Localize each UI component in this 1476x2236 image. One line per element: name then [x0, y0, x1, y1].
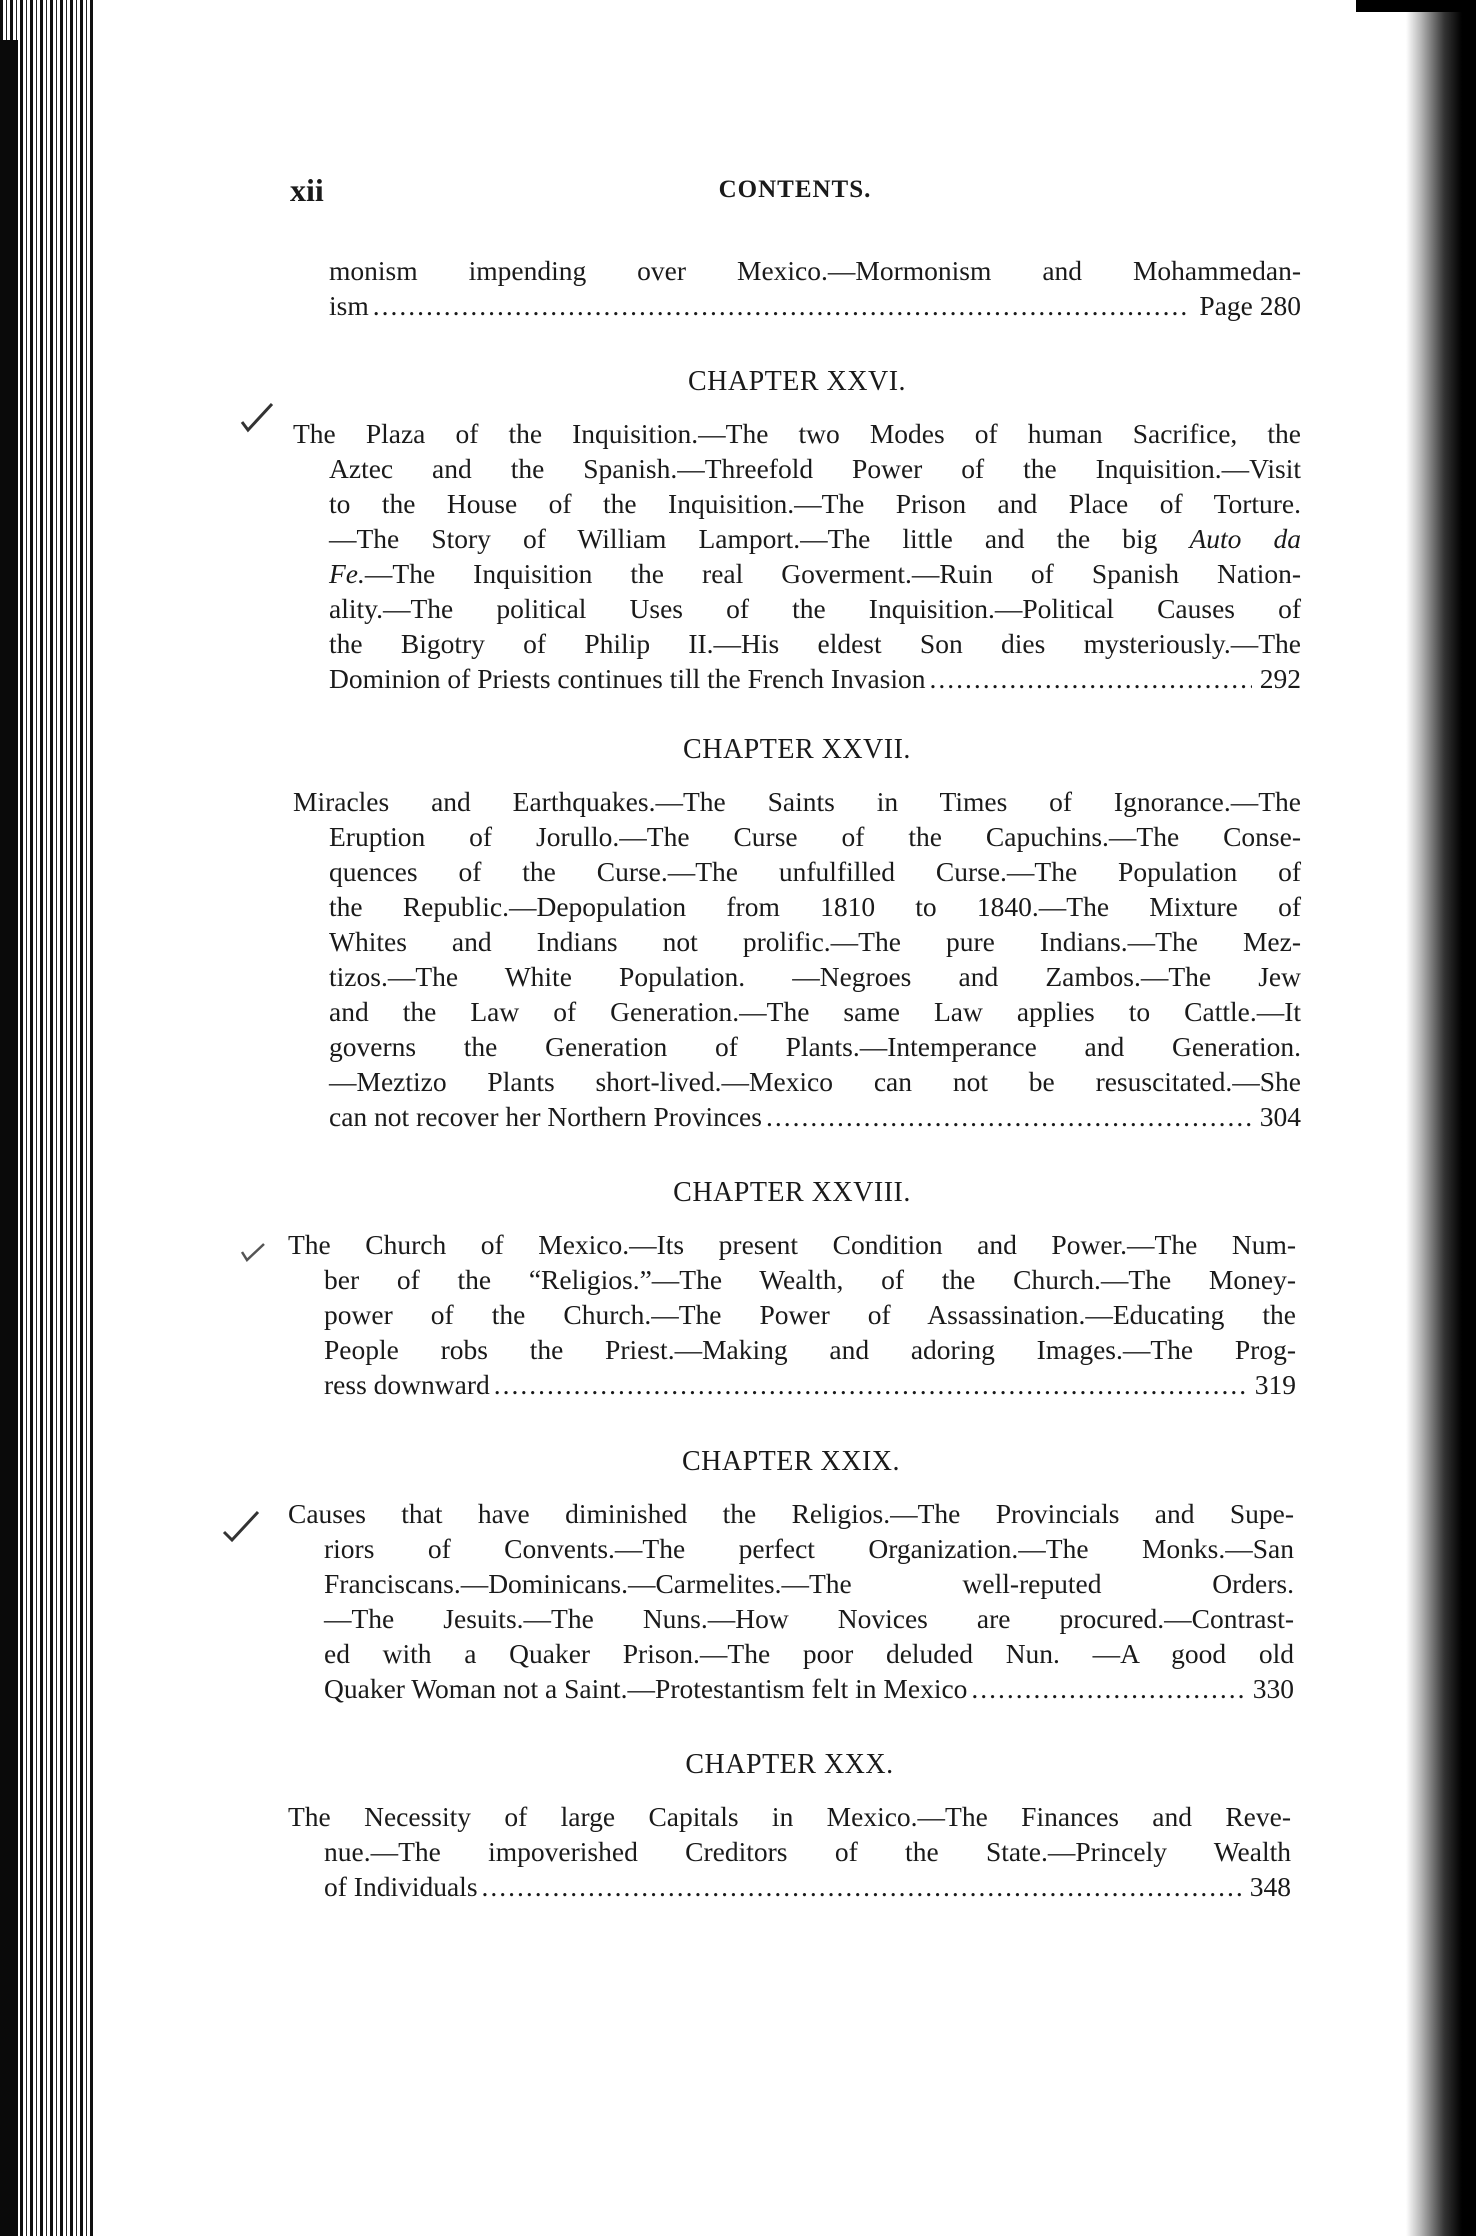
chapter-xxx	[288, 1745, 1291, 1904]
chapter-title: CHAPTER XXVI.	[687, 366, 907, 397]
entry-line: People robs the Priest.—Making and adoring Images.—The Prog-	[324, 1334, 1296, 1365]
entry-line: The Necessity of large Capitals in Mexico.—The Finances and Reve-	[288, 1801, 1291, 1832]
entry-text: —The Inquisition the real Goverment.—Ruin of Spanish Nation-	[364, 558, 1301, 589]
entry-line: to the House of the Inquisition.—The Prison and Place of Torture.	[329, 488, 1301, 519]
entry-last-line	[293, 288, 1301, 323]
chapter-title: CHAPTER XXVIII.	[673, 1177, 911, 1208]
page-header	[290, 172, 1300, 212]
dot-leader	[766, 1099, 1252, 1134]
page-edge-shadow	[1406, 0, 1476, 2236]
page-ref: 304	[1259, 1101, 1301, 1132]
entry-text: ress downward	[324, 1369, 490, 1400]
chapter-title: CHAPTER XXVII.	[683, 734, 911, 765]
page-ref: Page 280	[1199, 290, 1301, 321]
entry-line: The Plaza of the Inquisition.—The two Modes of human Sacrifice, the	[293, 418, 1301, 449]
chapter-title: CHAPTER XXX.	[685, 1749, 894, 1780]
page-ref: 292	[1259, 663, 1301, 694]
page-ref: 319	[1254, 1369, 1296, 1400]
entry-line: Eruption of Jorullo.—The Curse of the Capuchins.—The Conse-	[329, 821, 1301, 852]
page-ref: 330	[1252, 1673, 1294, 1704]
entry-line: riors of Convents.—The perfect Organization.—The Monks.—San	[324, 1533, 1294, 1564]
chapter-title: CHAPTER XXIX.	[681, 1446, 901, 1477]
entry-text: Dominion of Priests continues till the French Invasion	[329, 663, 926, 694]
entry-line: ality.—The political Uses of the Inquisition.—Political Causes of	[329, 593, 1301, 624]
chapter-xxvi	[293, 362, 1301, 696]
pencil-check-mark-icon	[238, 400, 278, 434]
entry-line: Aztec and the Spanish.—Threefold Power of the Inquisition.—Visit	[329, 453, 1301, 484]
pencil-check-mark-icon	[220, 1506, 262, 1546]
entry-text: of Individuals	[324, 1871, 478, 1902]
entry-last-line	[293, 661, 1301, 696]
entry-line: ber of the “Religios.”—The Wealth, of the Church.—The Money-	[324, 1264, 1296, 1295]
entry-line: Causes that have diminished the Religios.—The Provincials and Supe-	[288, 1498, 1294, 1529]
entry-line	[293, 556, 1301, 591]
page-ref: 348	[1249, 1871, 1291, 1902]
entry-text: Quaker Woman not a Saint.—Protestantism felt in Mexico	[324, 1673, 968, 1704]
entry-line: quences of the Curse.—The unfulfilled Curse.—The Population of	[329, 856, 1301, 887]
entry-line: The Church of Mexico.—Its present Condition and Power.—The Num-	[288, 1229, 1296, 1260]
entry-last-line	[288, 1367, 1296, 1402]
italic-term: Fe.	[329, 558, 365, 589]
entry-line: —The Jesuits.—The Nuns.—How Novices are procured.—Contrast-	[324, 1603, 1294, 1634]
dot-leader	[373, 288, 1192, 323]
entry-last-line	[293, 1099, 1301, 1134]
entry-line: tizos.—The White Population. —Negroes and Zambos.—The Jew	[329, 961, 1301, 992]
entry-line: —Meztizo Plants short-lived.—Mexico can not be resuscitated.—She	[329, 1066, 1301, 1097]
entry-line: nue.—The impoverished Creditors of the State.—Princely Wealth	[324, 1836, 1291, 1867]
dot-leader	[971, 1671, 1244, 1706]
entry-line: the Republic.—Depopulation from 1810 to 1840.—The Mixture of	[329, 891, 1301, 922]
entry-text: can not recover her Northern Provinces	[329, 1101, 762, 1132]
entry-line	[293, 521, 1301, 556]
entry-line: Franciscans.—Dominicans.—Carmelites.—The well-reputed Orders.	[324, 1568, 1294, 1599]
continuation-entry	[293, 253, 1301, 323]
entry-line: monism impending over Mexico.—Mormonism and Mohammedan-	[329, 255, 1301, 286]
dot-leader	[494, 1367, 1247, 1402]
chapter-xxvii	[293, 730, 1301, 1134]
italic-term: Auto da	[1189, 523, 1301, 554]
entry-line: governs the Generation of Plants.—Intemperance and Generation.	[329, 1031, 1301, 1062]
entry-text: —The Story of William Lamport.—The little and the big	[329, 523, 1190, 554]
chapter-xxix	[288, 1442, 1294, 1706]
entry-line: the Bigotry of Philip II.—His eldest Son dies mysteriously.—The	[329, 628, 1301, 659]
entry-text: ism	[329, 290, 369, 321]
binding-shadow	[0, 40, 18, 2236]
pencil-check-mark-icon	[238, 1236, 268, 1264]
entry-last-line	[288, 1869, 1291, 1904]
chapter-xxviii	[288, 1173, 1296, 1402]
dot-leader	[482, 1869, 1242, 1904]
page-number: xii	[290, 172, 324, 208]
entry-line: power of the Church.—The Power of Assassination.—Educating the	[324, 1299, 1296, 1330]
entry-line: and the Law of Generation.—The same Law applies to Cattle.—It	[329, 996, 1301, 1027]
dot-leader	[930, 661, 1252, 696]
running-title: CONTENTS.	[718, 176, 872, 203]
entry-line: Whites and Indians not prolific.—The pure Indians.—The Mez-	[329, 926, 1301, 957]
page-corner-shadow	[1356, 0, 1476, 12]
entry-line: Miracles and Earthquakes.—The Saints in Times of Ignorance.—The	[293, 786, 1301, 817]
entry-line: ed with a Quaker Prison.—The poor deluded Nun. —A good old	[324, 1638, 1294, 1669]
entry-last-line	[288, 1671, 1294, 1706]
